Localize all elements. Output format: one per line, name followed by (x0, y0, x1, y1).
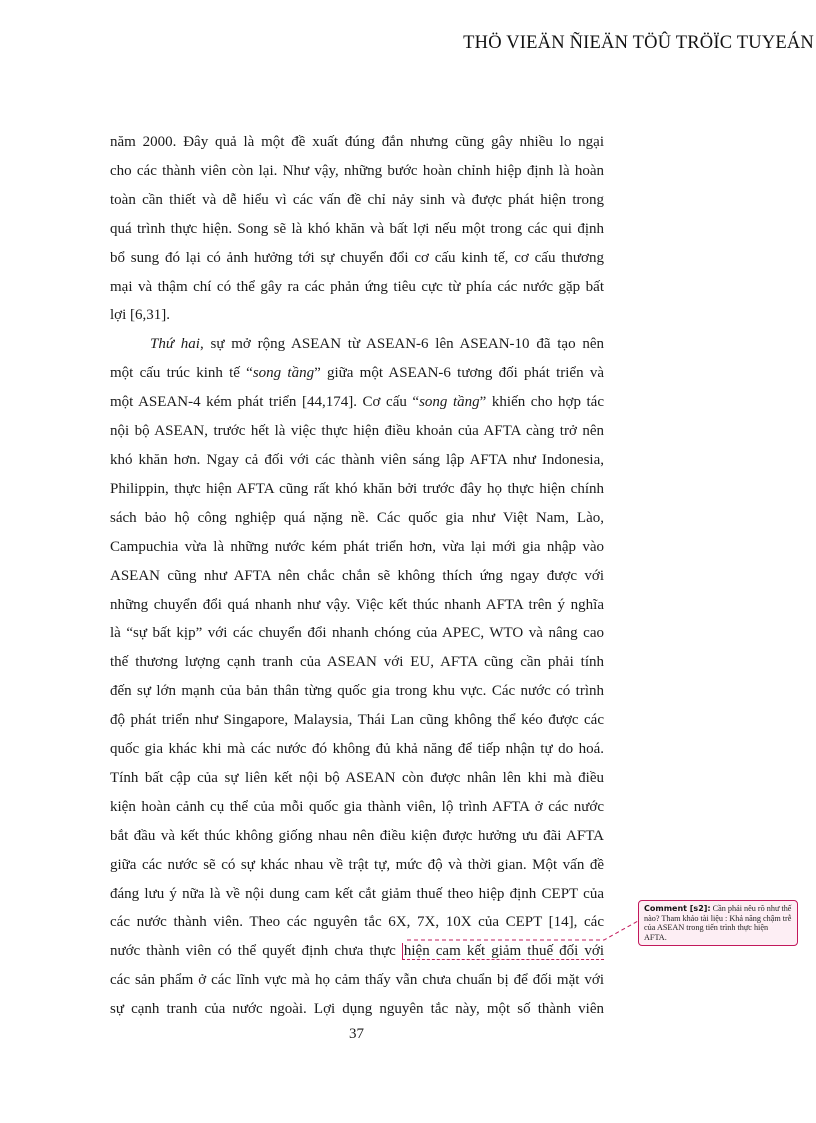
italic-term: song tầng (252, 365, 315, 382)
text-line: năm 2000. Đây quả là một đề xuất đúng đắn nhưng cũng gây nhiều lo ngại (110, 134, 604, 150)
text-line: Campuchia vừa là những nước kém phát triển hơn, vừa lại mới gia nhập vào (110, 538, 604, 555)
comment-balloon[interactable] (638, 900, 798, 946)
italic-term: song tầng (419, 394, 480, 411)
text-line: độ phát triển như Singapore, Malaysia, Thái Lan cũng không thể kéo được các (110, 712, 604, 729)
text-span: một cấu trúc kinh tế “ (110, 365, 253, 382)
text-line: nội bộ ASEAN, trước hết là việc thực hiện điều khoản của AFTA càng trở nên (110, 423, 604, 440)
text-span: nước thành viên có thể quyết định chưa thực (110, 943, 402, 960)
text-line: quốc gia khác khi mà các nước đó không đủ khả năng để tiếp nhận tự do hoá. (110, 741, 604, 758)
text-line: sự cạnh tranh của nước ngoài. Lợi dụng nguyên tắc này, một số thành viên (110, 1001, 604, 1018)
text-span: ” khiến cho hợp tác (479, 394, 604, 411)
body-text (110, 128, 604, 1024)
page-header (463, 33, 814, 54)
text-line: các nước thành viên. Theo các nguyên tắc 6X, 7X, 10X của CEPT [14], các (110, 914, 604, 931)
text-line (110, 359, 604, 388)
comment-label: Comment [s2]: (644, 904, 711, 913)
text-line: bắt đầu và kết thúc không giống nhau nên điều kiện được hưởng ưu đãi AFTA (110, 827, 604, 844)
text-span: ” giữa một ASEAN-6 tương đối phát triển và (314, 365, 604, 382)
text-line: toàn cần thiết và dễ hiểu vì các vấn đề chỉ nảy sinh và được phát hiện trong (110, 191, 604, 208)
text-line: mại và thậm chí có thể gây ra các phản ứng tiêu cực từ phía các nước gặp bất (110, 278, 604, 295)
text-line: là “sự bất kịp” với các chuyển đổi nhanh chóng của APEC, WTO và nâng cao (110, 625, 604, 642)
text-line: bổ sung đó lại có ảnh hưởng tới sự chuyển đổi cơ cấu kinh tế, cơ cấu thương (110, 249, 604, 266)
page-number: 37 (349, 1026, 364, 1042)
paragraph-first-line (110, 330, 604, 359)
text-line: kiện hoàn cảnh cụ thể của mỗi quốc gia thành viên, lộ trình AFTA ở các nước (110, 798, 604, 815)
italic-lead: Thứ hai (150, 336, 200, 353)
text-line: cho các thành viên còn lại. Như vậy, những bước hoàn chỉnh hiệp định là hoàn (110, 162, 604, 179)
text-span: , sự mở rộng ASEAN từ ASEAN-6 lên ASEAN-10 đã tạo nên (199, 336, 604, 353)
text-line: những chuyển đổi quá nhanh như vậy. Việc kết thúc nhanh AFTA trên ý nghĩa (110, 596, 604, 613)
text-line: các sản phẩm ở các lĩnh vực mà họ cảm thấy vẫn chưa chuẩn bị để đối mặt với (110, 972, 604, 989)
text-line: giữa các nước sẽ có sự khác nhau về trật tự, mức độ và thời gian. Một vấn đề (110, 856, 604, 873)
comment-text: Cần phải nêu rõ như thế nào? Tham khảo tài liệu : Khả năng chậm trễ của ASEAN trong tiến trình thực hiện AFTA. (644, 904, 792, 942)
comment-anchor-highlight[interactable]: hiện cam kết giảm thuế đối với (403, 943, 605, 960)
commented-line (110, 937, 604, 966)
text-line: đáng lưu ý nữa là về nội dung cam kết cắt giảm thuế theo hiệp định CEPT của (110, 885, 604, 902)
header-title: THÖ VIEÄN ÑIEÄN TÖÛ TRÖÏC TUYEÁN (463, 33, 814, 53)
text-line: lợi [6,31]. (110, 307, 171, 324)
text-line: khó khăn hơn. Ngay cả đối với các thành viên sáng lập AFTA như Indonesia, (110, 451, 604, 468)
text-line: quá trình thực hiện. Song sẽ là khó khăn và bất lợi nếu một trong các qui định (110, 220, 604, 237)
text-line: đến sự lớn mạnh của bản thân từng quốc gia trong khu vực. Các nước có trình (110, 683, 604, 700)
text-line: Tính bất cập của sự liên kết nội bộ ASEAN còn được nhân lên khi mà điều (110, 769, 604, 786)
text-line: ASEAN cũng như AFTA nên chắc chắn sẽ không thích ứng ngay được với (110, 567, 604, 584)
text-line: Philippin, thực hiện AFTA cũng rất khó khăn bởi trước đây họ thực hiện chính (110, 480, 604, 497)
text-line (110, 388, 604, 417)
text-line: thế thương lượng cạnh tranh của ASEAN với EU, AFTA cũng cần phải tính (110, 654, 604, 671)
text-line: sách bảo hộ công nghiệp quá nặng nề. Các quốc gia như Việt Nam, Lào, (110, 509, 604, 526)
text-span: một ASEAN-4 kém phát triển [44,174]. Cơ cấu “ (110, 394, 420, 411)
